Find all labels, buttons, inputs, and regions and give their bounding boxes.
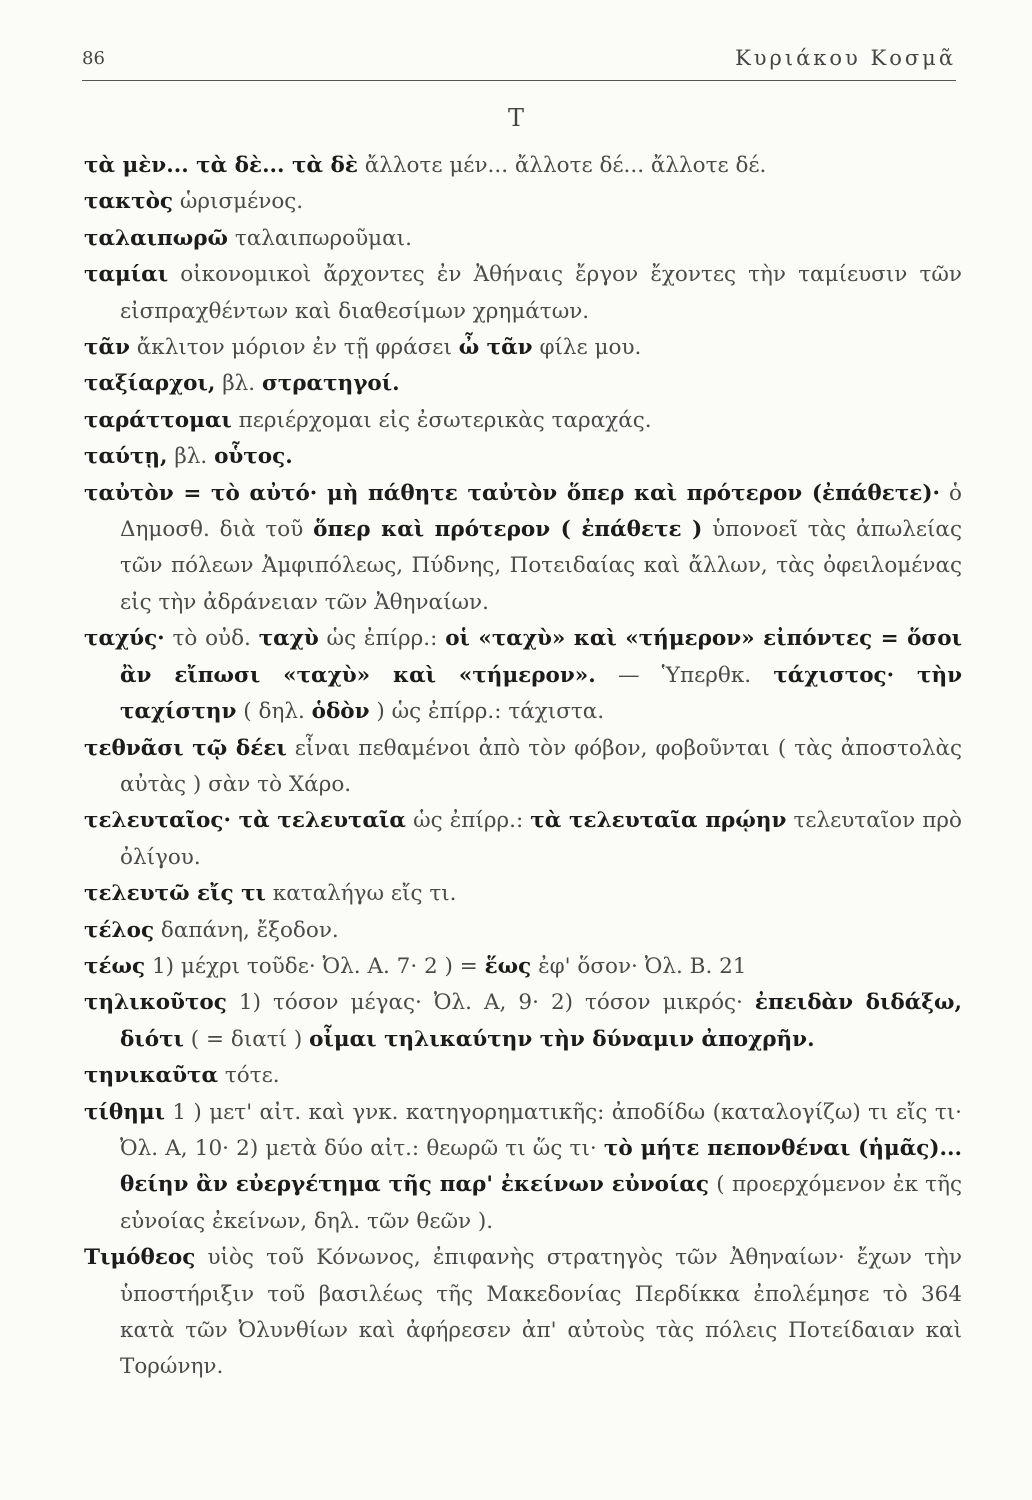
entry	[84, 803, 962, 876]
entry	[84, 1240, 962, 1386]
headword: ταλαιπωρῶ	[84, 225, 229, 251]
definition: οἰκονομικοὶ ἄρχοντες ἐν Ἀθήναις ἔργον ἔχοντες τὴν ταμίευσιν τῶν εἰσπραχθέντων καὶ διαθεσίμων χρημάτων.	[120, 262, 962, 324]
definition: ὁ Δημοσθ. διὰ τοῦ	[120, 480, 962, 543]
entry	[84, 257, 962, 330]
headword: τεθνᾶσι τῷ δέει	[84, 735, 287, 761]
headword: ταξίαρχοι,	[84, 371, 216, 397]
entry	[84, 985, 962, 1058]
definition: ) ὡς ἐπίρρ.: τάχιστα.	[369, 699, 605, 725]
definition: φίλε μου.	[532, 335, 642, 361]
entry	[84, 1095, 962, 1241]
entry	[84, 1058, 962, 1094]
definition: 1 ) μετ' αἰτ. καὶ γνκ. κατηγορηματικῆς: ἀποδίδω (καταλογίζω) τι εἴς τι· Ὀλ. Α, 10· 2) μετὰ δύο αἰτ.: θεωρῶ τι ὥς τι·	[120, 1099, 962, 1161]
definition: ὡς ἐπίρρ.:	[318, 626, 446, 652]
entry	[84, 876, 962, 912]
entry	[84, 221, 962, 257]
definition: 1) μέχρι τοῦδε· Ὀλ. Α. 7· 2 ) =	[145, 953, 485, 979]
definition: ἄκλιτον μόριον ἐν τῇ φράσει	[129, 335, 459, 361]
bold-phrase: οἱ «ταχὺ» καὶ «τήμερον» εἰπόντες = ὅσοι ἂν εἴπωσι «ταχὺ» καὶ «τήμερον».	[120, 626, 963, 688]
headword: τελευταῖος·	[84, 808, 231, 834]
definition: ταλαιπωροῦμαι.	[228, 225, 412, 251]
headword: τηλικοῦτος	[84, 990, 227, 1016]
definition: βλ.	[167, 444, 215, 470]
entry	[84, 403, 962, 439]
definition: ( δηλ.	[236, 699, 312, 725]
headword: ταράττομαι	[84, 407, 232, 433]
section-letter: Τ	[507, 104, 524, 132]
bold-phrase: ὁδὸν	[311, 699, 370, 725]
headword: Τιμόθεος	[84, 1245, 196, 1271]
headword: τὰ μὲν... τὰ δὲ... τὰ δὲ	[84, 153, 358, 178]
bold-phrase: ὅπερ καὶ πρότερον ( ἐπάθετε )	[313, 517, 703, 543]
definition: καταλήγω εἴς τι.	[265, 881, 457, 907]
headword: τελευτῶ εἴς τι	[84, 881, 266, 907]
definition: δαπάνη, ἔξοδον.	[154, 917, 339, 943]
entry	[84, 913, 962, 949]
definition: εἶναι πεθαμένοι ἀπὸ τὸν φόβον, φοβοῦνται ( τὰς ἀποστολὰς αὐτὰς ) σὰν τὸ Χάρο.	[120, 735, 963, 797]
headword: τᾶν	[84, 335, 130, 361]
definition: ὡρισμένος.	[173, 189, 304, 215]
entry	[84, 366, 962, 402]
page-number: 86	[82, 48, 105, 69]
headword: τηνικαῦτα	[84, 1063, 219, 1089]
definition: ὑπονοεῖ τὰς ἀπωλείας τῶν πόλεων Ἀμφιπόλεως, Πύδνης, Ποτειδαίας καὶ ἄλλων, τὰς ὀφειλομένας εἰς τὴν ἀδράνειαν τῶν Ἀθηναίων.	[120, 517, 962, 615]
bold-phrase: οἶμαι τηλικαύτην τὴν δύναμιν ἀποχρῆν.	[309, 1026, 815, 1052]
entry	[84, 731, 962, 804]
headword: τέως	[84, 953, 146, 979]
entry	[84, 439, 962, 475]
definition: — Ὑπερθκ.	[595, 662, 774, 688]
entry-list	[84, 148, 962, 1386]
definition: βλ.	[215, 371, 262, 397]
bold-phrase: ὦ τᾶν	[458, 335, 533, 361]
definition: ἐφ' ὅσον· Ὀλ. Β. 21	[531, 953, 747, 979]
definition: τὸ οὐδ.	[164, 626, 259, 652]
bold-phrase: ἐπειδὰν διδάξω, διότι	[120, 990, 963, 1052]
cross-reference: οὗτος.	[214, 444, 293, 470]
definition: ὡς ἐπίρρ.:	[405, 808, 531, 834]
entry	[84, 476, 962, 622]
running-title: Κυριάκου Κοσμᾶ	[735, 46, 956, 70]
headword: ταὐτὸν = τὸ αὐτό· μὴ πάθητε ταὐτὸν ὅπερ καὶ πρότερον (ἐπάθετε)·	[84, 480, 941, 506]
headword: ταμίαι	[84, 262, 169, 288]
entry	[84, 621, 962, 730]
bold-phrase: ταχὺ	[258, 626, 319, 652]
definition: τελευταῖον πρὸ ὀλίγου.	[120, 808, 963, 870]
bold-phrase: ἕως	[484, 953, 532, 979]
page-header	[82, 46, 956, 81]
headword: τέλος	[84, 917, 155, 943]
headword: τίθημι	[84, 1099, 165, 1125]
headword: ταχύς·	[84, 626, 165, 652]
entry	[84, 949, 962, 985]
bold-phrase: τάχιστος· τὴν ταχίστην	[120, 662, 963, 725]
headword: τακτὸς	[84, 189, 174, 215]
entry	[84, 184, 962, 220]
definition: τότε.	[218, 1063, 280, 1089]
bold-phrase: τὸ μήτε πεπονθέναι (ἡμᾶς)... θείην ἂν εὐεργέτημα τῆς παρ' ἐκείνων εὐνοίας	[120, 1135, 962, 1198]
entry	[84, 148, 962, 184]
definition: ( = διατί )	[183, 1026, 310, 1052]
bold-phrase: τὰ τελευταῖα	[230, 808, 406, 834]
bold-phrase: τὰ τελευταῖα πρῴην	[530, 808, 787, 834]
definition: περιέρχομαι εἰς ἐσωτερικὰς ταραχάς.	[231, 407, 652, 433]
definition: 1) τόσον μέγας· Ὀλ. Α, 9· 2) τόσον μικρός·	[226, 990, 755, 1016]
headword: ταύτῃ,	[84, 444, 168, 470]
cross-reference: στρατηγοί.	[261, 371, 400, 397]
definition: υἱὸς τοῦ Κόνωνος, ἐπιφανὴς στρατηγὸς τῶν Ἀθηναίων· ἔχων τὴν ὑποστήριξιν τοῦ βασιλέως τῆς Μακεδονίας Περδίκκα ἐπολέμησε τὸ 364 κατὰ τῶν Ὀλυνθίων καὶ ἀφήρεσεν ἀπ' αὐτοὺς τὰς πόλεις Ποτείδαιαν καὶ Τορώνην.	[120, 1245, 962, 1380]
definition: ( προερχόμενον ἐκ τῆς εὐνοίας ἐκείνων, δηλ. τῶν θεῶν ).	[120, 1172, 962, 1234]
definition: ἄλλοτε μέν... ἄλλοτε δέ... ἄλλοτε δέ.	[357, 153, 767, 178]
entry	[84, 330, 962, 366]
